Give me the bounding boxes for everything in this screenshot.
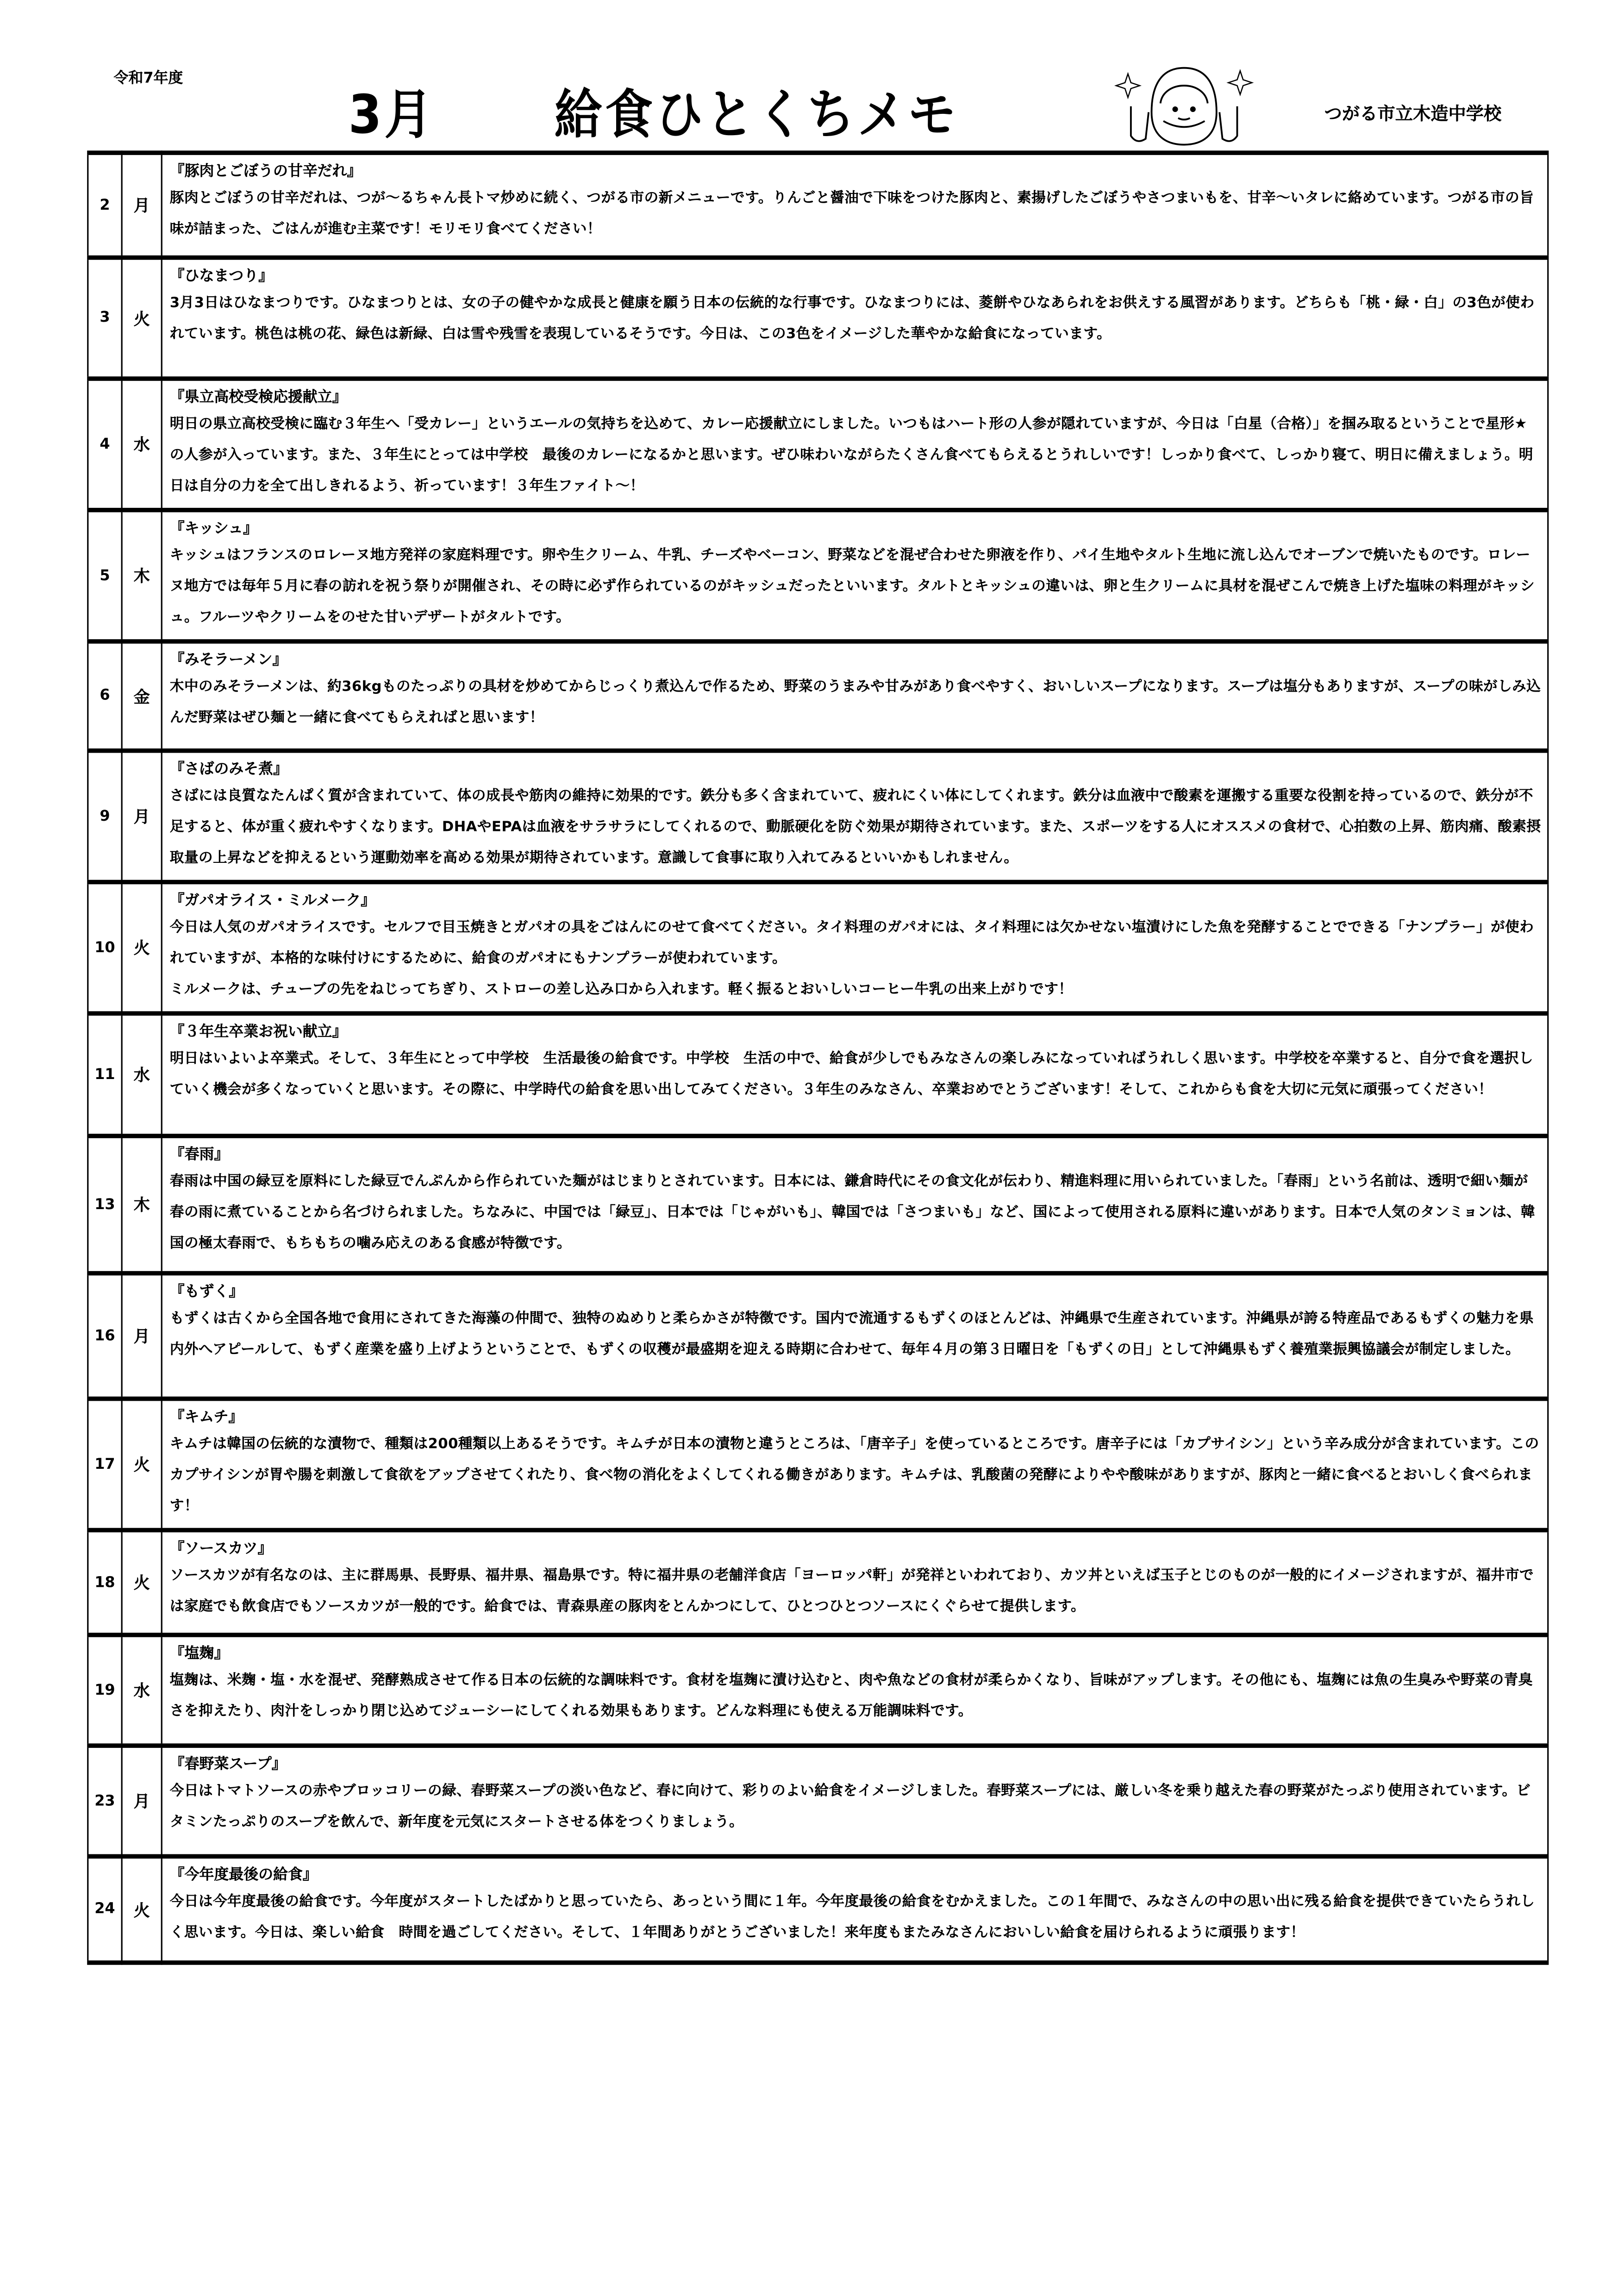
- memo-row: [88, 1746, 1548, 1856]
- menu-heading: 『ソースカツ』: [169, 1541, 273, 1558]
- memo-content: [162, 1856, 1548, 1963]
- memo-body: 今日は人気のガパオライスです。セルフで目玉焼きとガパオの具をごはんにのせて食べてください。タイ料理のガパオには、タイ料理には欠かせない塩漬けにした魚を発酵することでできる「ナンプラー」が使われていますが、本格的な味付けにするために、給食のガパオにもナンプラーが使われています。 ミルメークは、チューブの先をねじってちぎり、ストローの差し込み口から入れます。軽く振るとおいしいコーヒー牛乳の出来上がりです！: [169, 919, 1534, 998]
- memo-body: 3月3日はひなまつりです。ひなまつりとは、女の子の健やかな成長と健康を願う日本の伝統的な行事です。ひなまつりには、菱餅やひなあられをお供えする風習があります。どちらも「桃・緑・白」の3色が使われています。桃色は桃の花、緑色は新緑、白は雪や残雪を表現しているそうです。今日は、この3色をイメージした華やかな給食になっています。: [169, 295, 1535, 343]
- date-cell: 16: [88, 1273, 122, 1399]
- weekday-cell: 木: [122, 510, 162, 642]
- date-cell: 18: [88, 1530, 122, 1635]
- menu-heading: 『春雨』: [169, 1147, 229, 1164]
- memo-content: [162, 1399, 1548, 1530]
- weekday-cell: 木: [122, 1136, 162, 1273]
- memo-row: [88, 751, 1548, 882]
- weekday-cell: 月: [122, 1746, 162, 1856]
- menu-heading: 『ガパオライス・ミルメーク』: [169, 893, 376, 910]
- month-label: 3月: [348, 85, 435, 146]
- menu-heading: 『みそラーメン』: [169, 652, 287, 669]
- date-cell: 23: [88, 1746, 122, 1856]
- memo-body: 豚肉とごぼうの甘辛だれは、つが～るちゃん長トマ炒めに続く、つがる市の新メニューです。りんごと醤油で下味をつけた豚肉と、素揚げしたごぼうやさつまいもを、甘辛～いタレに絡めています。つがる市の旨味が詰まった、ごはんが進む主菜です！モリモリ食べてください！: [169, 190, 1534, 238]
- school-name: つがる市立木造中学校: [1324, 103, 1502, 124]
- weekday-cell: 火: [122, 1856, 162, 1963]
- memo-content: [162, 510, 1548, 642]
- menu-heading: 『もずく』: [169, 1284, 244, 1301]
- memo-content: [162, 1530, 1548, 1635]
- menu-heading: 『ひなまつり』: [169, 268, 273, 285]
- date-cell: 13: [88, 1136, 122, 1273]
- menu-heading: 『３年生卒業お祝い献立』: [169, 1024, 347, 1041]
- memo-content: [162, 379, 1548, 510]
- date-cell: 17: [88, 1399, 122, 1530]
- memo-content: [162, 1013, 1548, 1136]
- memo-content: [162, 257, 1548, 379]
- memo-row: [88, 1399, 1548, 1530]
- memo-body: ソースカツが有名なのは、主に群馬県、長野県、福井県、福島県です。特に福井県の老舗洋食店「ヨーロッパ軒」が発祥といわれており、カツ丼といえば玉子とじのものが一般的にイメージされますが、福井市では家庭でも飲食店でもソースカツが一般的です。給食では、青森県産の豚肉をとんかつにして、ひとつひとつソースにくぐらせて提供します。: [169, 1567, 1534, 1615]
- menu-heading: 『キムチ』: [169, 1410, 244, 1426]
- memo-body: さばには良質なたんぱく質が含まれていて、体の成長や筋肉の維持に効果的です。鉄分も多く含まれていて、疲れにくい体にしてくれます。鉄分は血液中で酸素を運搬する重要な役割を持っているので、鉄分が不足すると、体が重く疲れやすくなります。DHAやEPAは血液をサラサラにしてくれるので、動脈硬化を防ぐ効果が期待されています。また、スポーツをする人にオススメの食材で、心拍数の上昇、筋肉痛、酸素摂取量の上昇などを抑えるという運動効率を高める効果が期待されています。意識して食事に取り入れてみるといいかもしれません。: [169, 788, 1541, 867]
- weekday-cell: 火: [122, 1530, 162, 1635]
- date-cell: 2: [88, 153, 122, 257]
- menu-heading: 『県立高校受検応援献立』: [169, 389, 347, 406]
- weekday-cell: 水: [122, 1635, 162, 1746]
- weekday-cell: 火: [122, 882, 162, 1013]
- mascot-illustration-icon: [1110, 62, 1258, 148]
- weekday-cell: 月: [122, 751, 162, 882]
- memo-row: [88, 510, 1548, 642]
- memo-content: [162, 1635, 1548, 1746]
- date-cell: 3: [88, 257, 122, 379]
- memo-row: [88, 1856, 1548, 1963]
- memo-body: 明日はいよいよ卒業式。そして、３年生にとって中学校 生活最後の給食です。中学校 生活の中で、給食が少しでもみなさんの楽しみになっていればうれしく思います。中学校を卒業すると、自分で食を選択していく機会が多くなっていくと思います。その際に、中学時代の給食を思い出してみてください。３年生のみなさん、卒業おめでとうございます！そして、これからも食を大切に元気に頑張ってください！: [169, 1051, 1534, 1098]
- weekday-cell: 水: [122, 1013, 162, 1136]
- menu-heading: 『今年度最後の給食』: [169, 1867, 318, 1884]
- memo-row: [88, 1013, 1548, 1136]
- menu-heading: 『春野菜スープ』: [169, 1757, 287, 1773]
- date-cell: 9: [88, 751, 122, 882]
- memo-content: [162, 1273, 1548, 1399]
- menu-heading: 『塩麹』: [169, 1646, 229, 1662]
- memo-body: 明日の県立高校受検に臨む３年生へ「受カレー」というエールの気持ちを込めて、カレー応援献立にしました。いつもはハート形の人参が隠れていますが、今日は「白星（合格）」を掴み取るということで星形★の人参が入っています。また、３年生にとっては中学校 最後のカレーになるかと思います。ぜひ味わいながらたくさん食べてもらえるとうれしいです！しっかり食べて、しっかり寝て、明日に備えましょう。明日は自分の力を全て出しきれるよう、祈っています！３年生ファイト～！: [169, 416, 1534, 495]
- memo-row: [88, 153, 1548, 257]
- memo-row: [88, 1635, 1548, 1746]
- date-cell: 4: [88, 379, 122, 510]
- menu-heading: 『さばのみそ煮』: [169, 761, 288, 778]
- memo-content: [162, 642, 1548, 751]
- memo-row: [88, 1273, 1548, 1399]
- date-cell: 5: [88, 510, 122, 642]
- memo-content: [162, 751, 1548, 882]
- weekday-cell: 月: [122, 1273, 162, 1399]
- memo-row: [88, 379, 1548, 510]
- memo-row: [88, 882, 1548, 1013]
- memo-body: 今日は今年度最後の給食です。今年度がスタートしたばかりと思っていたら、あっという間に１年。今年度最後の給食をむかえました。この１年間で、みなさんの中の思い出に残る給食を提供できていたらうれしく思います。今日は、楽しい給食 時間を過ごしてください。そして、１年間ありがとうございました！来年度もまたみなさんにおいしい給食を届けられるように頑張ります！: [169, 1894, 1535, 1941]
- memo-row: [88, 1136, 1548, 1273]
- memo-body: 木中のみそラーメンは、約36kgものたっぷりの具材を炒めてからじっくり煮込んで作るため、野菜のうまみや甘みがあり食べやすく、おいしいスープになります。スープは塩分もありますが、スープの味がしみ込んだ野菜はぜひ麺と一緒に食べてもらえればと思います！: [169, 679, 1541, 727]
- date-cell: 24: [88, 1856, 122, 1963]
- memo-body: キッシュはフランスのロレーヌ地方発祥の家庭料理です。卵や生クリーム、牛乳、チーズやベーコン、野菜などを混ぜ合わせた卵液を作り、パイ生地やタルト生地に流し込んでオーブンで焼いたものです。ロレーヌ地方では毎年５月に春の訪れを祝う祭りが開催され、その時に必ず作られているのがキッシュだったといいます。タルトとキッシュの違いは、卵と生クリームに具材を混ぜこんで焼き上げた塩味の料理がキッシュ。フルーツやクリームをのせた甘いデザートがタルトです。: [169, 548, 1535, 626]
- memo-content: [162, 1136, 1548, 1273]
- memo-table: [87, 150, 1549, 1965]
- title-text: 給食ひとくちメモ: [554, 85, 959, 146]
- memo-body: もずくは古くから全国各地で食用にされてきた海藻の仲間で、独特のぬめりと柔らかさが特徴です。国内で流通するもずくのほとんどは、沖縄県で生産されています。沖縄県が誇る特産品であるもずくの魅力を県内外へアピールして、もずく産業を盛り上げようということで、もずくの収穫が最盛期を迎える時期に合わせて、毎年４月の第３日曜日を「もずくの日」として沖縄県もずく養殖業振興協議会が制定しました。: [169, 1310, 1534, 1358]
- weekday-cell: 火: [122, 257, 162, 379]
- memo-content: [162, 1746, 1548, 1856]
- weekday-cell: 金: [122, 642, 162, 751]
- date-cell: 10: [88, 882, 122, 1013]
- memo-row: [88, 642, 1548, 751]
- memo-body: 塩麹は、米麹・塩・水を混ぜ、発酵熟成させて作る日本の伝統的な調味料です。食材を塩麹に漬け込むと、肉や魚などの食材が柔らかくなり、旨味がアップします。その他にも、塩麹には魚の生臭みや野菜の青臭さを抑えたり、肉汁をしっかり閉じ込めてジューシーにしてくれる効果もあります。どんな料理にも使える万能調味料です。: [169, 1672, 1533, 1720]
- date-cell: 19: [88, 1635, 122, 1746]
- memo-body: 今日はトマトソースの赤やブロッコリーの緑、春野菜スープの淡い色など、春に向けて、彩りのよい給食をイメージしました。春野菜スープには、厳しい冬を乗り越えた春の野菜がたっぷり使用されています。ビタミンたっぷりのスープを飲んで、新年度を元気にスタートさせる体をつくりましょう。: [169, 1783, 1531, 1831]
- memo-content: [162, 153, 1548, 257]
- memo-body: キムチは韓国の伝統的な漬物で、種類は200種類以上あるそうです。キムチが日本の漬物と違うところは、「唐辛子」を使っているところです。唐辛子には「カプサイシン」という辛み成分が含まれています。このカプサイシンが胃や腸を刺激して食欲をアップさせてくれたり、食べ物の消化をよくしてくれる働きがあります。キムチは、乳酸菌の発酵によりやや酸味がありますが、豚肉と一緒に食べるとおいしく食べられます！: [169, 1436, 1539, 1515]
- memo-content: [162, 882, 1548, 1013]
- fiscal-year: 令和7年度: [113, 71, 183, 87]
- weekday-cell: 月: [122, 153, 162, 257]
- weekday-cell: 火: [122, 1399, 162, 1530]
- date-cell: 6: [88, 642, 122, 751]
- menu-heading: 『キッシュ』: [169, 521, 258, 537]
- page-title: [349, 74, 959, 149]
- weekday-cell: 水: [122, 379, 162, 510]
- memo-row: [88, 257, 1548, 379]
- memo-row: [88, 1530, 1548, 1635]
- date-cell: 11: [88, 1013, 122, 1136]
- menu-heading: 『豚肉とごぼうの甘辛だれ』: [169, 163, 362, 181]
- memo-body: 春雨は中国の緑豆を原料にした緑豆でんぷんから作られていた麺がはじまりとされています。日本には、鎌倉時代にその食文化が伝わり、精進料理に用いられていました。「春雨」という名前は、透明で細い麺が春の雨に煮ていることから名づけられました。ちなみに、中国では「緑豆」、日本では「じゃがいも」、韓国では「さつまいも」など、国によって使用される原料に違いがあります。日本で人気のタンミョンは、韓国の極太春雨で、もちもちの噛み応えのある食感が特徴です。: [169, 1173, 1536, 1252]
